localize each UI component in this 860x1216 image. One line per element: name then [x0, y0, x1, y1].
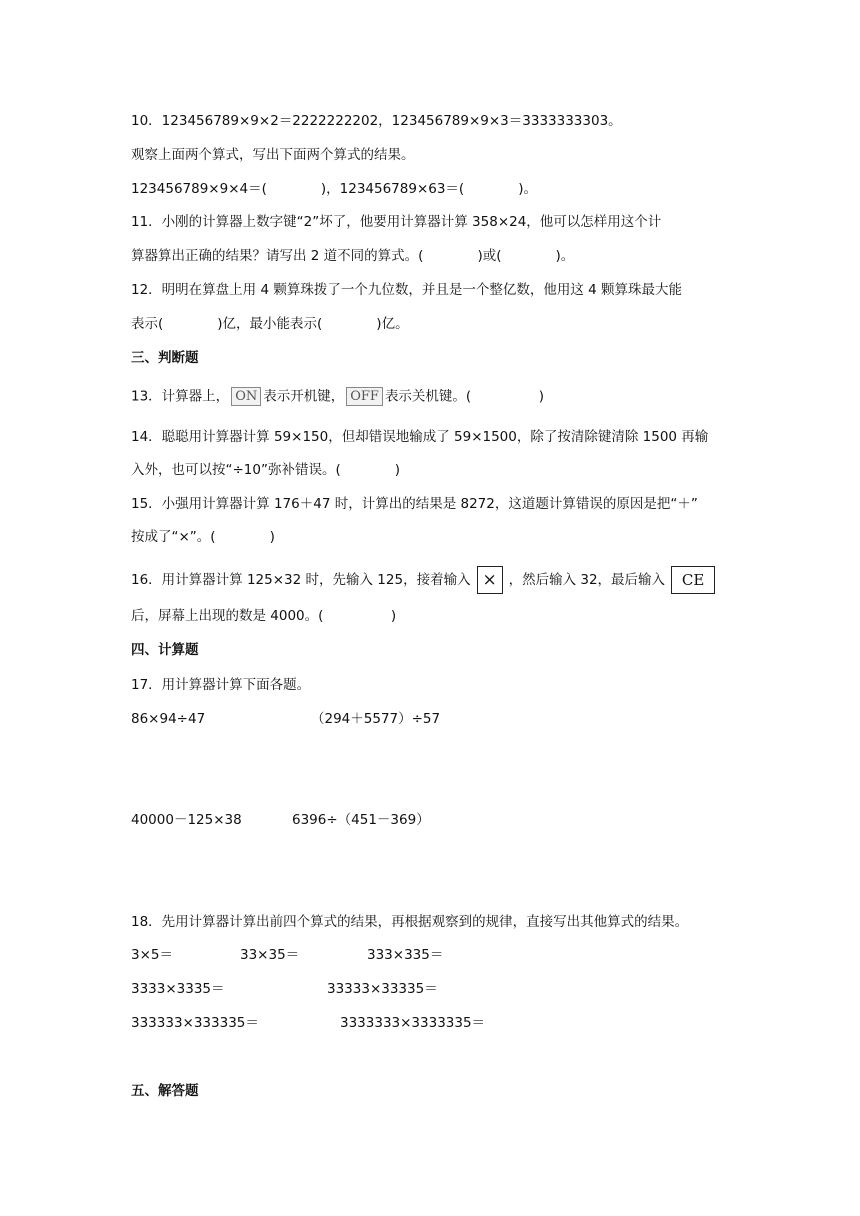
section-heading-calculation: 四、计算题 — [131, 642, 199, 658]
q18-expr-5: 33333×33335＝ — [327, 981, 438, 997]
off-key-icon: OFF — [346, 387, 383, 406]
q18-expr-7: 3333333×3333335＝ — [340, 1015, 486, 1031]
q10-line2: 观察上面两个算式，写出下面两个算式的结果。 — [131, 147, 415, 163]
q17-expr-2: （294＋5577）÷57 — [311, 711, 441, 727]
q16-line2: 后，屏幕上出现的数是 4000。( ) — [131, 608, 397, 624]
q10-line3: 123456789×9×4＝( )，123456789×63＝( )。 — [131, 181, 537, 197]
q15-line2: 按成了“×”。( ) — [131, 529, 275, 545]
q11-line2: 算器算出正确的结果？请写出 2 道不同的算式。( )或( )。 — [131, 248, 575, 264]
q10-line1: 10．123456789×9×2＝2222222202，123456789×9×3＝3333333303。 — [131, 113, 622, 129]
q16-line1 — [131, 566, 715, 594]
q18-expr-4: 3333×3335＝ — [131, 981, 225, 997]
q13-line — [131, 387, 544, 406]
q12-line1: 12．明明在算盘上用 4 颗算珠拨了一个九位数，并且是一个整亿数，他用这 4 颗算珠最大能 — [131, 282, 683, 298]
on-key-icon: ON — [231, 387, 261, 406]
ce-key-icon: CE — [671, 566, 715, 594]
q16-middle: ，然后输入 32，最后输入 — [508, 572, 666, 588]
q18-expr-6: 333333×333335＝ — [131, 1015, 259, 1031]
section-heading-judgment: 三、判断题 — [131, 350, 199, 366]
q15-line1: 15．小强用计算器计算 176＋47 时，计算出的结果是 8272，这道题计算错误的原因是把“＋” — [131, 496, 698, 512]
multiply-key-icon: × — [477, 566, 503, 594]
q11-line1: 11．小刚的计算器上数字键“2”坏了，他要用计算器计算 358×24，他可以怎样用这个计 — [131, 214, 662, 230]
q18-expr-2: 33×35＝ — [240, 947, 300, 963]
q14-line1: 14．聪聪用计算器计算 59×150，但却错误地输成了 59×1500，除了按清除键清除 1500 再输 — [131, 429, 709, 445]
section-heading-answer: 五、解答题 — [131, 1083, 199, 1099]
q18-title: 18．先用计算器计算出前四个算式的结果，再根据观察到的规律，直接写出其他算式的结果。 — [131, 914, 689, 930]
q17-expr-3: 40000－125×38 — [131, 812, 242, 828]
q12-line2: 表示( )亿，最小能表示( )亿。 — [131, 316, 409, 332]
q13-prefix: 13．计算器上， — [131, 388, 230, 405]
q17-title: 17．用计算器计算下面各题。 — [131, 677, 311, 693]
q13-suffix: 表示关机键。( ) — [384, 388, 544, 405]
q17-expr-1: 86×94÷47 — [131, 711, 206, 727]
q17-expr-4: 6396÷（451－369） — [292, 812, 430, 828]
q18-expr-1: 3×5＝ — [131, 947, 173, 963]
q18-expr-3: 333×335＝ — [367, 947, 444, 963]
q16-prefix: 16．用计算器计算 125×32 时，先输入 125，接着输入 — [131, 572, 471, 588]
q13-middle: 表示开机键， — [263, 388, 345, 405]
q14-line2: 入外，也可以按“÷10”弥补错误。( ) — [131, 462, 401, 478]
